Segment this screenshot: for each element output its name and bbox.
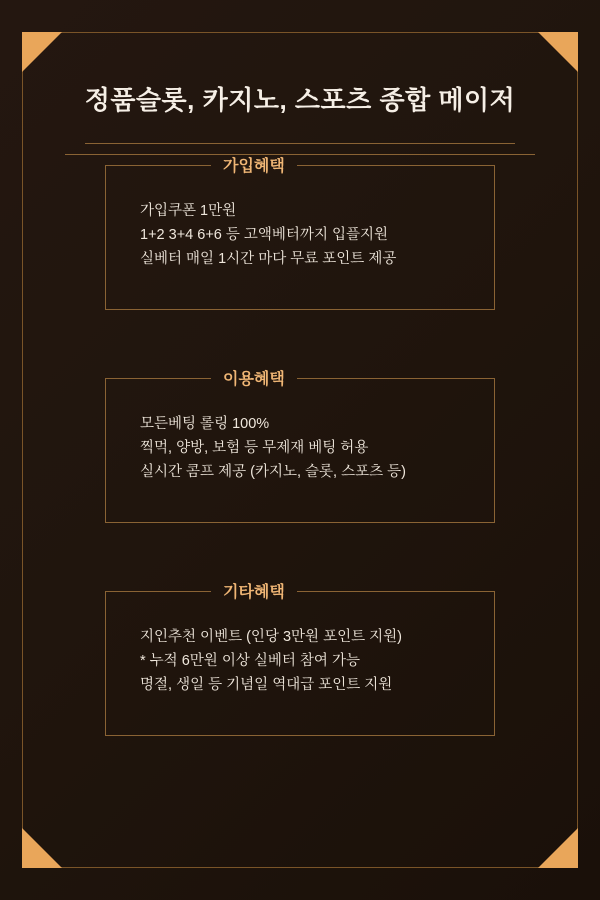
section-title: 이용혜택 xyxy=(223,371,285,388)
section-title: 기타혜택 xyxy=(223,584,285,601)
list-item: 지인추천 이벤트 (인당 3만원 포인트 지원) xyxy=(140,629,402,645)
list-item: 실시간 콤프 제공 (카지노, 슬롯, 스포츠 등) xyxy=(140,464,406,480)
benefit-list xyxy=(106,165,494,271)
rule-segment-right xyxy=(297,165,494,166)
rule-segment-left xyxy=(106,591,211,592)
benefit-box-top-rule xyxy=(106,584,494,601)
benefit-box-top-rule xyxy=(106,371,494,388)
rule-segment-right xyxy=(297,378,494,379)
poster-content xyxy=(22,32,578,868)
benefit-section-signup xyxy=(105,158,495,336)
benefit-box xyxy=(105,158,495,310)
benefit-box xyxy=(105,584,495,736)
benefit-section-other xyxy=(105,584,495,762)
benefit-box xyxy=(105,371,495,523)
rule-segment-right xyxy=(297,591,494,592)
divider-line-upper xyxy=(85,143,515,144)
list-item: 모든베팅 롤링 100% xyxy=(140,416,270,432)
section-title: 가입혜택 xyxy=(223,158,285,175)
benefit-list xyxy=(106,591,494,697)
list-item: 가입쿠폰 1만원 xyxy=(140,203,237,219)
divider-group xyxy=(56,143,544,155)
divider-line-lower xyxy=(65,154,535,155)
list-item: * 누적 6만원 이상 실베터 참여 가능 xyxy=(140,653,360,669)
rule-segment-left xyxy=(106,378,211,379)
benefit-box-top-rule xyxy=(106,158,494,175)
benefit-list xyxy=(106,378,494,484)
page-title: 정품슬롯, 카지노, 스포츠 종합 메이저 xyxy=(84,85,516,115)
benefit-section-usage xyxy=(105,371,495,549)
rule-segment-left xyxy=(106,165,211,166)
list-item: 명절, 생일 등 기념일 역대급 포인트 지원 xyxy=(140,677,393,693)
list-item: 1+2 3+4 6+6 등 고액베터까지 입플지원 xyxy=(140,227,389,243)
list-item: 실베터 매일 1시간 마다 무료 포인트 제공 xyxy=(140,251,397,267)
list-item: 찍먹, 양방, 보험 등 무제재 베팅 허용 xyxy=(140,440,369,456)
